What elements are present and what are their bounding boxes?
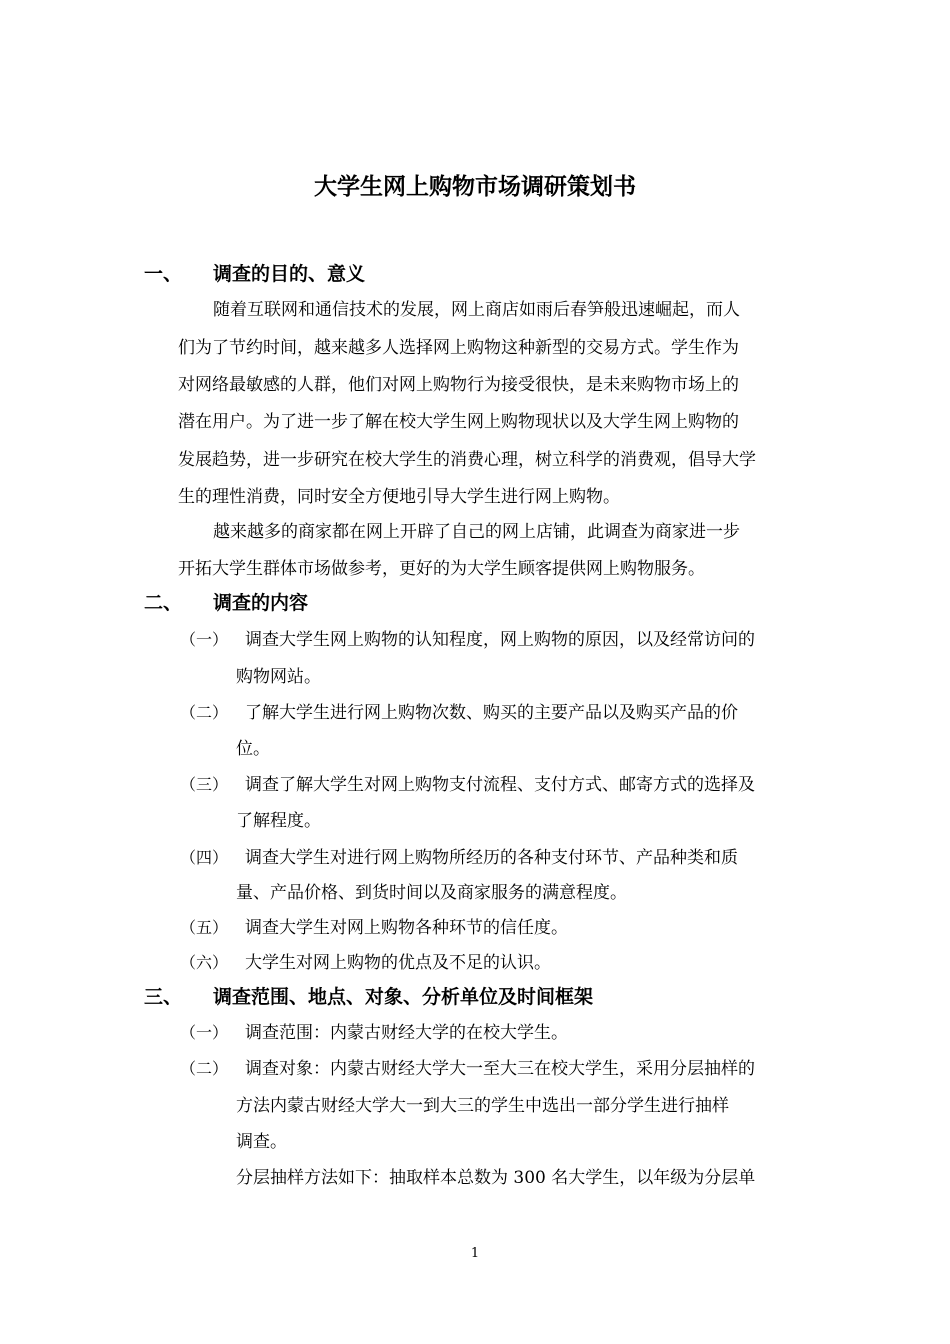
list-item-line: 调查。 <box>236 1132 287 1152</box>
section-2-heading: 调查的内容 <box>213 592 309 614</box>
paragraph-line: 分层抽样方法如下：抽取样本总数为 300 名大学生，以年级为分层单 <box>236 1168 756 1188</box>
list-item-number: （四） <box>180 848 229 867</box>
section-3-heading: 调查范围、地点、对象、分析单位及时间框架 <box>213 986 594 1008</box>
list-item-number: （一） <box>180 1023 229 1042</box>
list-item-line: 调查了解大学生对网上购物支付流程、支付方式、邮寄方式的选择及 <box>245 775 755 795</box>
list-item-line: 大学生对网上购物的优点及不足的认识。 <box>245 953 551 973</box>
paragraph-line: 发展趋势，进一步研究在校大学生的消费心理，树立科学的消费观，倡导大学 <box>178 450 756 470</box>
paragraph-line: 开拓大学生群体市场做参考，更好的为大学生顾客提供网上购物服务。 <box>178 559 705 579</box>
paragraph-line: 随着互联网和通信技术的发展，网上商店如雨后春笋般迅速崛起，而人 <box>213 300 740 320</box>
list-item-number: （六） <box>180 953 229 972</box>
paragraph-line: 潜在用户。为了进一步了解在校大学生网上购物现状以及大学生网上购物的 <box>178 412 739 432</box>
paragraph-line: 们为了节约时间，越来越多人选择网上购物这种新型的交易方式。学生作为 <box>178 338 739 358</box>
list-item-line: 调查大学生网上购物的认知程度，网上购物的原因，以及经常访问的 <box>245 630 755 650</box>
page-title: 大学生网上购物市场调研策划书 <box>314 174 636 200</box>
paragraph-line: 越来越多的商家都在网上开辟了自己的网上店铺，此调查为商家进一步 <box>213 522 740 542</box>
section-1-number: 一、 <box>144 263 183 285</box>
list-item-line: 了解大学生进行网上购物次数、购买的主要产品以及购买产品的价 <box>245 703 738 723</box>
section-1-heading: 调查的目的、意义 <box>213 263 366 285</box>
list-item-number: （一） <box>180 630 229 649</box>
page-number: 1 <box>470 1246 480 1261</box>
paragraph-line: 生的理性消费，同时安全方便地引导大学生进行网上购物。 <box>178 487 620 507</box>
list-item-line: 量、产品价格、到货时间以及商家服务的满意程度。 <box>236 883 627 903</box>
list-item-line: 购物网站。 <box>236 667 321 687</box>
list-item-line: 方法内蒙古财经大学大一到大三的学生中选出一部分学生进行抽样 <box>236 1096 729 1116</box>
paragraph-line: 对网络最敏感的人群，他们对网上购物行为接受很快，是未来购物市场上的 <box>178 375 739 395</box>
list-item-line: 调查对象：内蒙古财经大学大一至大三在校大学生，采用分层抽样的 <box>245 1059 755 1079</box>
list-item-line: 位。 <box>236 739 270 759</box>
list-item-number: （五） <box>180 918 229 937</box>
section-2-number: 二、 <box>144 592 183 614</box>
list-item-line: 调查大学生对网上购物各种环节的信任度。 <box>245 918 568 938</box>
list-item-line: 了解程度。 <box>236 811 321 831</box>
list-item-number: （二） <box>180 703 229 722</box>
list-item-number: （二） <box>180 1059 229 1078</box>
list-item-line: 调查范围：内蒙古财经大学的在校大学生。 <box>245 1023 568 1043</box>
section-3-number: 三、 <box>144 986 183 1008</box>
list-item-line: 调查大学生对进行网上购物所经历的各种支付环节、产品种类和质 <box>245 848 738 868</box>
list-item-number: （三） <box>180 775 229 794</box>
